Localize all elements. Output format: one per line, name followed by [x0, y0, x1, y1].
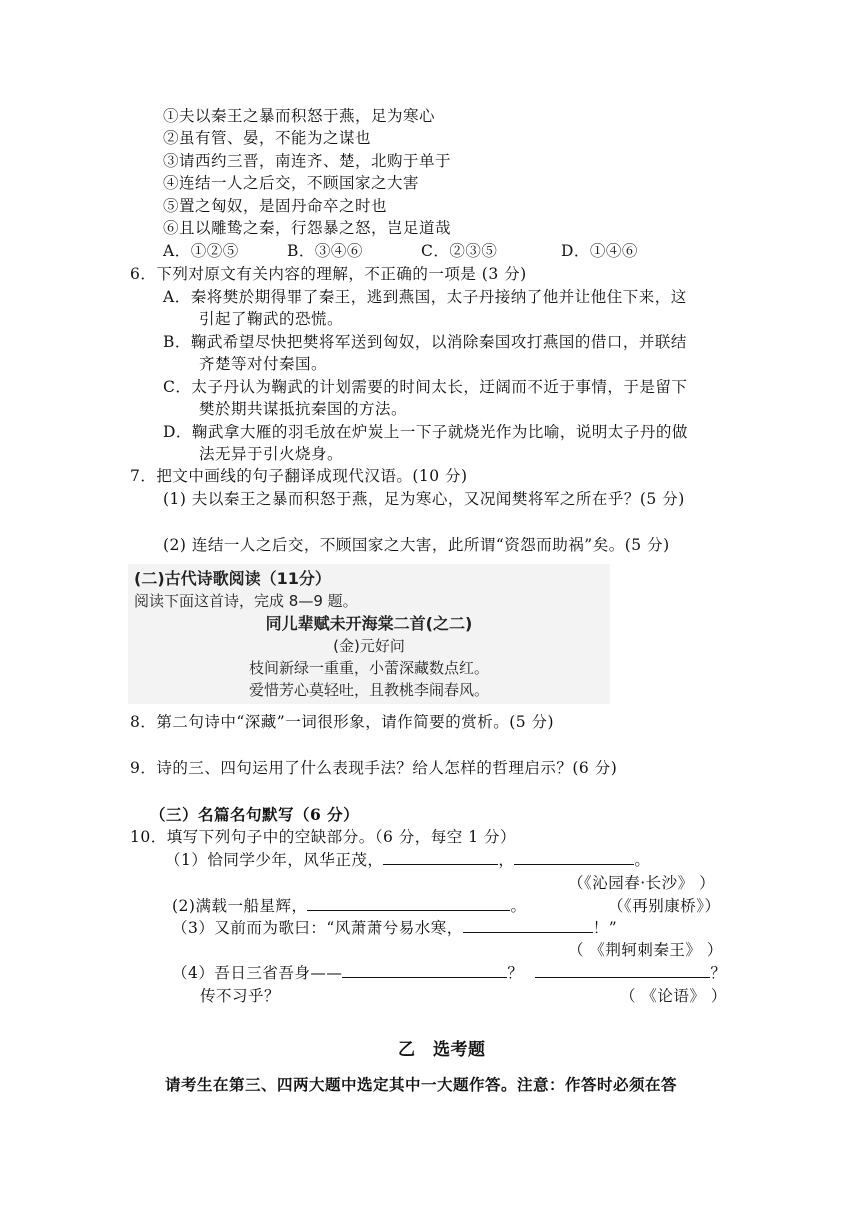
q10-item-1-source: （《沁园春·长沙》 ） — [568, 874, 716, 892]
q10-item-3-text: （3）又前而为歌曰：“风萧萧兮易水寒， — [172, 919, 463, 937]
q5-item-6: ⑥且以雕鸷之秦，行怨暴之怒，岂足道哉 — [163, 219, 452, 237]
q10-item-2-end: 。 — [510, 897, 527, 915]
q5-item-1: ①夫以秦王之暴而积怒于燕，足为寒心 — [163, 107, 436, 125]
section-3-title: （三）名篇名句默写（6 分） — [150, 805, 360, 824]
q6-option-b-line2: 齐楚等对付秦国。 — [199, 355, 328, 373]
q5-item-5: ⑤置之匈奴，是固丹命卒之时也 — [163, 197, 388, 215]
q10-item-4-q1: ？ — [507, 964, 524, 982]
poem-author: (金)元好问 — [333, 637, 405, 655]
q10-item-4-blank-2[interactable] — [535, 963, 710, 978]
part-b-title: 乙 选考题 — [398, 1040, 486, 1060]
q5-item-3: ③请西约三晋，南连齐、楚，北购于单于 — [163, 152, 452, 170]
q5-options — [163, 241, 638, 261]
q7-stem: 7．把文中画线的句子翻译成现代汉语。(10 分) — [130, 467, 468, 485]
q10-item-1-text: （1）恰同学少年，风华正茂， — [165, 851, 384, 869]
q5-option-d: D．①④⑥ — [561, 242, 638, 260]
q10-item-4-source: （ 《论语》 ） — [620, 987, 727, 1005]
poem-image — [128, 564, 610, 704]
q10-item-4-blank-1[interactable] — [342, 963, 507, 978]
q7-sentence-2: (2) 连结一人之后交，不顾国家之大害，此所谓“资怨而助祸”矣。(5 分) — [163, 536, 670, 554]
q10-item-1-blank-1[interactable] — [383, 850, 498, 865]
q10-item-4 — [172, 963, 726, 983]
q10-item-2 — [172, 896, 526, 916]
q5-option-c: C．②③⑤ — [421, 242, 498, 260]
q10-item-1-end: 。 — [634, 851, 651, 869]
q10-item-3-source: （ 《荆轲刺秦王》 ） — [568, 941, 723, 959]
q10-item-2-text: (2)满载一船星辉， — [172, 897, 308, 915]
q10-item-4-q2: ？ — [710, 964, 727, 982]
q10-item-4-line2: 传不习乎？ — [200, 987, 281, 1005]
q9: 9．诗的三、四句运用了什么表现手法？给人怎样的哲理启示？(6 分) — [130, 759, 618, 777]
q10-item-4-text: （4）吾日三省吾身—— — [172, 964, 343, 982]
q5-item-2: ②虽有管、晏，不能为之谋也 — [163, 129, 372, 147]
q6-option-a-line2: 引起了鞠武的恐慌。 — [199, 310, 344, 328]
poem-section-title: (二)古代诗歌阅读（11分） — [134, 569, 331, 588]
q5-item-4: ④连结一人之后交，不顾国家之大害 — [163, 174, 420, 192]
q10-item-3-blank[interactable] — [463, 918, 593, 933]
q6-option-d-line1: D．鞠武拿大雁的羽毛放在炉炭上一下子就烧光作为比喻，说明太子丹的做 — [163, 423, 688, 441]
q10-item-2-source: （《再别康桥》） — [608, 897, 721, 915]
part-b-note: 请考生在第三、四两大题中选定其中一大题作答。注意：作答时必须在答 — [165, 1075, 678, 1094]
q10-item-2-blank[interactable] — [307, 896, 510, 911]
q6-option-a-line1: A．秦将樊於期得罪了秦王，逃到燕国，太子丹接纳了他并让他住下来，这 — [163, 288, 687, 306]
q6-option-c-line2: 樊於期共谋抵抗秦国的方法。 — [199, 400, 408, 418]
q6-option-d-line2: 法无异于引火烧身。 — [199, 445, 344, 463]
q10-item-3 — [172, 918, 617, 938]
poem-line-2: 爱惜芳心莫轻吐，且教桃李闹春风。 — [248, 681, 489, 699]
poem-title: 同儿辈赋未开海棠二首(之二) — [265, 614, 473, 633]
q7-sentence-1: (1) 夫以秦王之暴而积怒于燕，足为寒心，又况闻樊将军之所在乎？(5 分) — [163, 490, 685, 508]
q10-item-1 — [165, 850, 650, 870]
q6-option-c-line1: C．太子丹认为鞠武的计划需要的时间太长，迂阔而不近于事情，于是留下 — [163, 378, 688, 396]
q5-option-a: A．①②⑤ — [163, 242, 239, 260]
q8: 8．第二句诗中“深藏”一词很形象，请作简要的赏析。(5 分) — [130, 713, 555, 731]
q10-item-3-end: ！” — [592, 919, 618, 937]
q5-option-b: B．③④⑥ — [287, 242, 363, 260]
poem-instruction: 阅读下面这首诗，完成 8—9 题。 — [134, 592, 358, 610]
q10-stem: 10．填写下列句子中的空缺部分。（6 分，每空 1 分） — [130, 828, 516, 846]
q10-item-1-comma: ， — [498, 851, 515, 869]
q6-stem: 6．下列对原文有关内容的理解，不正确的一项是 (3 分) — [130, 265, 527, 283]
q10-item-1-blank-2[interactable] — [514, 850, 634, 865]
poem-line-1: 枝间新绿一重重，小蕾深藏数点红。 — [248, 659, 489, 677]
q6-option-b-line1: B．鞠武希望尽快把樊将军送到匈奴，以消除秦国攻打燕国的借口，并联结 — [163, 333, 687, 351]
